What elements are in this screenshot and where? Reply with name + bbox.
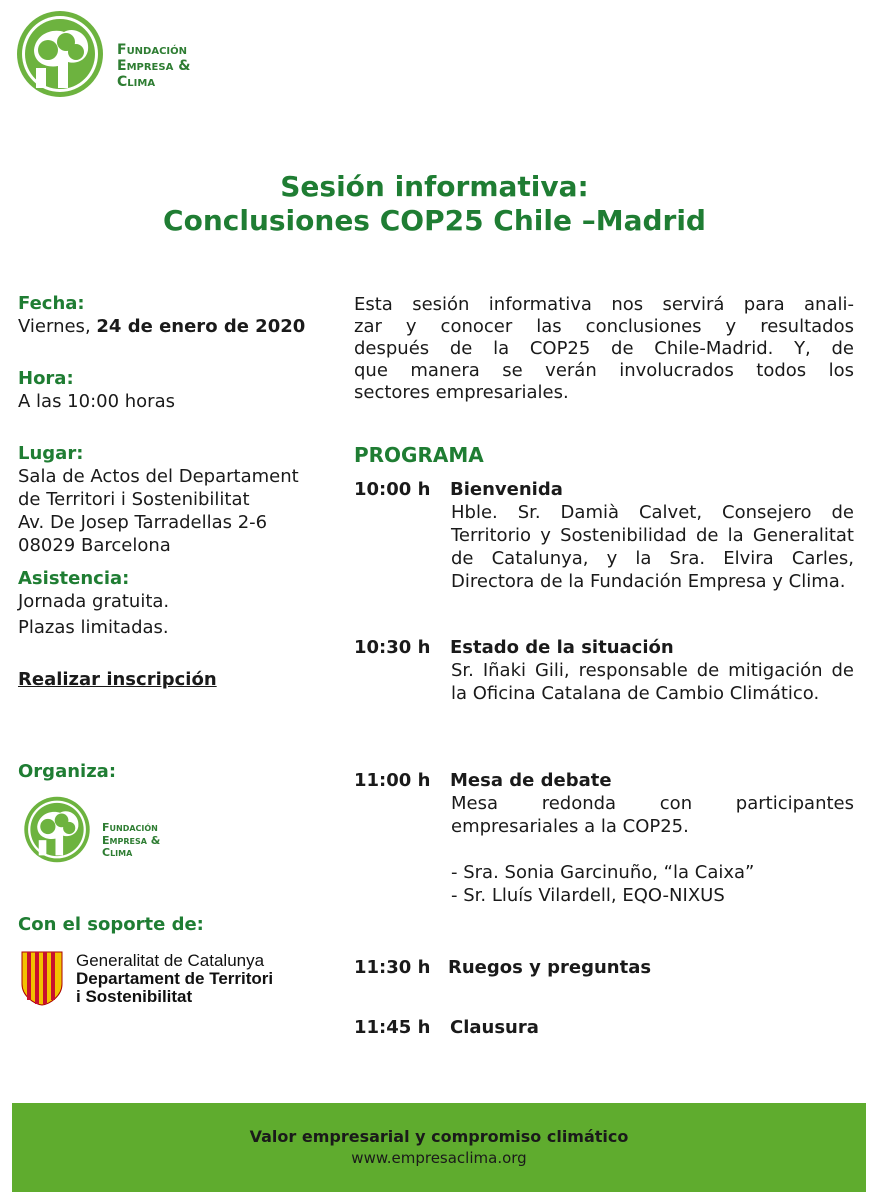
asistencia-label: Asistencia: [18,568,130,589]
fecha-label: Fecha: [18,293,85,314]
lugar-line: 08029 Barcelona [18,535,171,556]
generalitat-shield-icon [20,950,64,1006]
asistencia-line: Jornada gratuita. [18,591,170,612]
inscripcion-link[interactable]: Realizar inscripción [18,669,217,690]
program-item: 11:45 h Clausura [354,1017,539,1038]
generalitat-line2: Departament de Territori [76,969,274,988]
asistencia-line: Plazas limitadas. [18,617,169,638]
hora-value: A las 10:00 horas [18,391,175,412]
generalitat-line1: Generalitat de Catalunya [76,951,265,970]
generalitat-line3: i Sostenibilitat [76,987,193,1006]
lugar-label: Lugar: [18,443,84,464]
logo-tree-icon [14,10,106,102]
fecha-value: Viernes, 24 de enero de 2020 [18,316,306,337]
event-details [18,292,338,691]
hora-label: Hora: [18,368,74,389]
logo-text: Fundación Empresa & Clima [117,42,191,91]
footer-url[interactable]: www.empresaclima.org [351,1149,527,1167]
lugar-line: de Territori i Sostenibilitat [18,489,250,510]
organiza-logo-tree-icon [22,796,92,867]
footer-slogan: Valor empresarial y compromiso climático [249,1127,629,1146]
program-item: 11:30 h Ruegos y preguntas [354,957,652,978]
intro-text: Esta sesión informativa nos servirá para anali- zar y conocer las conclusiones y resultados después de la COP25 de Chile-Madrid. Y, de que manera se verán involucrados todos los sectores empresariales. [354,294,854,403]
programa-title: PROGRAMA [354,443,484,467]
program-item: 10:00 h Bienvenida Hble. Sr. Damià Calvet, Consejero de Territorio y Sostenibilidad de la Generalitat de Catalunya, y la Sra. Elvira Carles, Directora de la Fundación Empresa y Clima. [354,479,854,592]
organiza-logo-text: Fundación Empresa & Clima [102,821,161,860]
lugar-line: Sala de Actos del Departament [18,466,299,487]
program-item: 10:30 h Estado de la situación Sr. Iñaki Gili, responsable de mitigación de la Oficina Catalana de Cambio Climático. [354,637,854,704]
organiza-label: Organiza: [18,761,117,782]
soporte-label: Con el soporte de: [18,914,204,935]
program-item: 11:00 h Mesa de debate Mesa redonda con participantes empresariales a la COP25. - Sra. Sonia Garcinuño, “la Caixa” - Sr. Lluís Vilardell, EQO-NIXUS [354,770,854,906]
page-title: Sesión informativa: Conclusiones COP25 Chile –Madrid [163,170,706,237]
footer-banner [12,1103,866,1192]
lugar-line: Av. De Josep Tarradellas 2-6 [18,512,268,533]
